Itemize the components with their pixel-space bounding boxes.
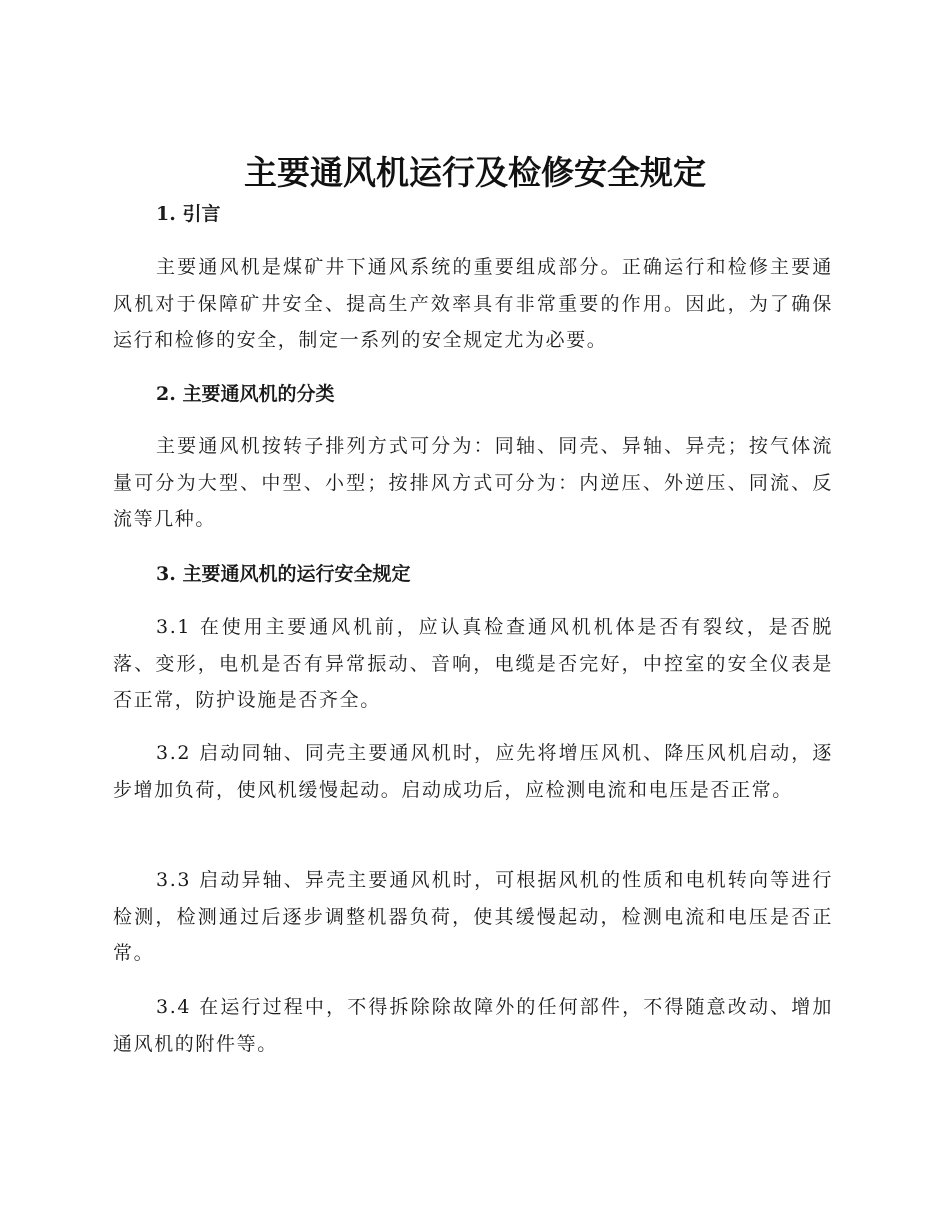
paragraph-classification: 主要通风机按转子排列方式可分为：同轴、同壳、异轴、异壳；按气体流量可分为大型、中型、小型；按排风方式可分为：内逆压、外逆压、同流、反流等几种。 (113, 435, 833, 530)
paragraph-rule-3-1: 3.1 在使用主要通风机前，应认真检查通风机机体是否有裂纹，是否脱落、变形，电机是否有异常振动、音响，电缆是否完好，中控室的安全仪表是否正常，防护设施是否齐全。 (113, 616, 833, 711)
paragraph-rule-3-2: 3.2 启动同轴、同壳主要通风机时，应先将增压风机、降压风机启动，逐步增加负荷，使风机缓慢起动。启动成功后，应检测电流和电压是否正常。 (113, 742, 833, 801)
paragraph-rule-3-4: 3.4 在运行过程中，不得拆除除故障外的任何部件，不得随意改动、增加通风机的附件等。 (113, 996, 833, 1055)
page-title: 主要通风机运行及检修安全规定 (244, 153, 706, 192)
paragraph-introduction: 主要通风机是煤矿井下通风系统的重要组成部分。正确运行和检修主要通风机对于保障矿井安全、提高生产效率具有非常重要的作用。因此，为了确保运行和检修的安全，制定一系列的安全规定尤为必要。 (113, 256, 833, 351)
paragraph-rule-3-3: 3.3 启动异轴、异壳主要通风机时，可根据风机的性质和电机转向等进行检测，检测通过后逐步调整机器负荷，使其缓慢起动，检测电流和电压是否正常。 (113, 869, 833, 964)
section-heading-operation-safety: 3. 主要通风机的运行安全规定 (156, 563, 411, 585)
section-heading-introduction: 1. 引言 (156, 203, 221, 225)
section-heading-classification: 2. 主要通风机的分类 (156, 383, 335, 405)
